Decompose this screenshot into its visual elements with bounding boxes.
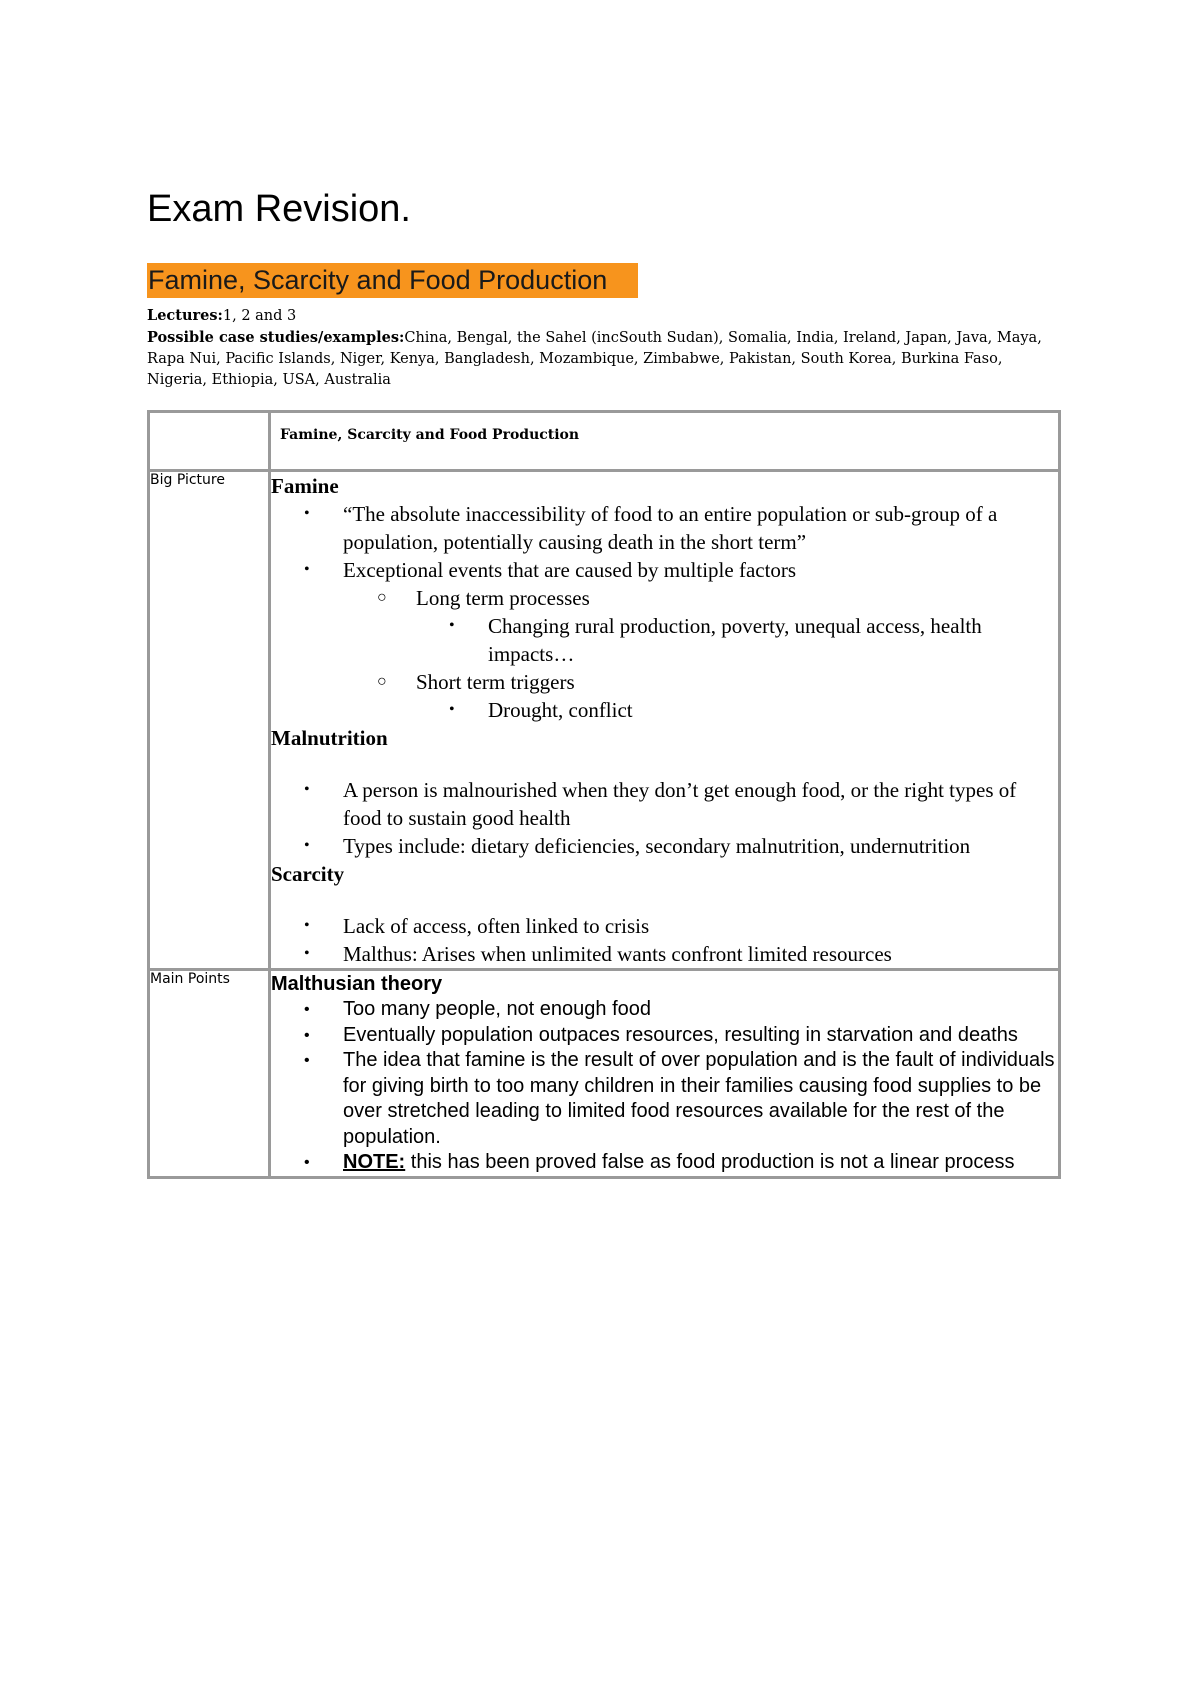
list-item [271,584,1058,612]
bullet-icon: • [304,505,310,522]
list-item [271,912,1058,940]
main-points-row [149,970,1060,1178]
list-item [271,1023,1058,1049]
malthus-point-3: The idea that famine is the result of over population and is the fault of individuals for giving birth to too many children in their families causing food supplies to be over stretched leading to limited food resources available for the rest of the population. [343,1049,1055,1148]
scarcity-access: Lack of access, often linked to crisis [343,914,650,938]
famine-heading: Famine [271,474,339,498]
malnutrition-types: Types include: dietary deficiencies, secondary malnutrition, undernutrition [343,834,971,858]
bullet-icon: • [304,917,310,934]
note-text: this has been proved false as food production is not a linear process [405,1151,1015,1173]
section-heading: Famine, Scarcity and Food Production [147,263,638,298]
main-points-content [270,970,1060,1178]
list-item [271,940,1058,968]
list-item [271,997,1058,1023]
page-title: Exam Revision. [147,188,411,230]
long-term-detail: Changing rural production, poverty, unequal access, health impacts… [488,614,982,666]
famine-list [271,500,1058,724]
bullet-icon: • [304,837,310,854]
list-item [271,1150,1058,1176]
list-item [271,668,1058,696]
malthusian-list [271,997,1058,1176]
bullet-icon: • [304,561,310,578]
malthusian-heading: Malthusian theory [271,973,443,995]
bullet-icon: • [304,1052,310,1069]
bullet-icon: • [449,701,455,718]
list-item [271,612,1058,668]
bullet-icon: • [449,617,455,634]
main-points-label: Main Points [149,970,270,1178]
list-item [271,832,1058,860]
lectures-value: 1, 2 and 3 [222,308,297,324]
list-item [271,776,1058,832]
bullet-icon: • [304,1154,310,1171]
empty-header-cell [149,412,270,471]
bullet-icon: • [304,1026,310,1044]
big-picture-content [270,471,1060,970]
big-picture-row [149,471,1060,970]
case-studies-line [147,327,1047,391]
circle-bullet-icon: ○ [377,589,387,606]
short-term-detail: Drought, conflict [488,698,633,722]
case-studies-label: Possible case studies/examples: [147,329,405,346]
bullet-icon: • [304,1001,310,1018]
lectures-line [147,305,1047,327]
malthus-point-1: Too many people, not enough food [343,998,652,1020]
short-term-triggers: Short term triggers [416,670,575,694]
list-item [271,556,1058,584]
malnutrition-heading: Malnutrition [271,726,388,750]
long-term-processes: Long term processes [416,586,590,610]
malthus-point-2: Eventually population outpaces resources, resulting in starvation and deaths [343,1023,1018,1046]
bullet-icon: • [304,781,310,798]
malnutrition-list [271,776,1058,860]
malnutrition-definition: A person is malnourished when they don’t get enough food, or the right types of food to sustain good health [343,778,1017,830]
note-label: NOTE: [343,1151,406,1173]
famine-definition: “The absolute inaccessibility of food to an entire population or sub-group of a population, potentially causing death in the short term” [343,502,998,554]
circle-bullet-icon: ○ [377,673,387,690]
list-item [271,1048,1058,1150]
scarcity-heading: Scarcity [271,862,345,886]
scarcity-malthus: Malthus: Arises when unlimited wants confront limited resources [343,942,892,966]
scarcity-list [271,912,1058,968]
list-item [271,500,1058,556]
table-header-row [149,412,1060,471]
big-picture-label: Big Picture [149,471,270,970]
list-item [271,696,1058,724]
case-studies-value: China, Bengal, the Sahel (incSouth Sudan), Somalia, India, Ireland, Japan, Java, Maya, Rapa Nui, Pacific Islands, Niger, Kenya, Bangladesh, Mozambique, Zimbabwe, Pakistan, South Korea, Burkina Faso, Nigeria, Ethiopia, USA, Australia [147,330,1042,388]
revision-table [147,410,1061,1179]
lectures-label: Lectures: [147,307,223,324]
lecture-meta [147,305,1047,391]
bullet-icon: • [304,945,310,962]
exceptional-events: Exceptional events that are caused by multiple factors [343,558,797,582]
table-header-cell: Famine, Scarcity and Food Production [270,412,1060,471]
